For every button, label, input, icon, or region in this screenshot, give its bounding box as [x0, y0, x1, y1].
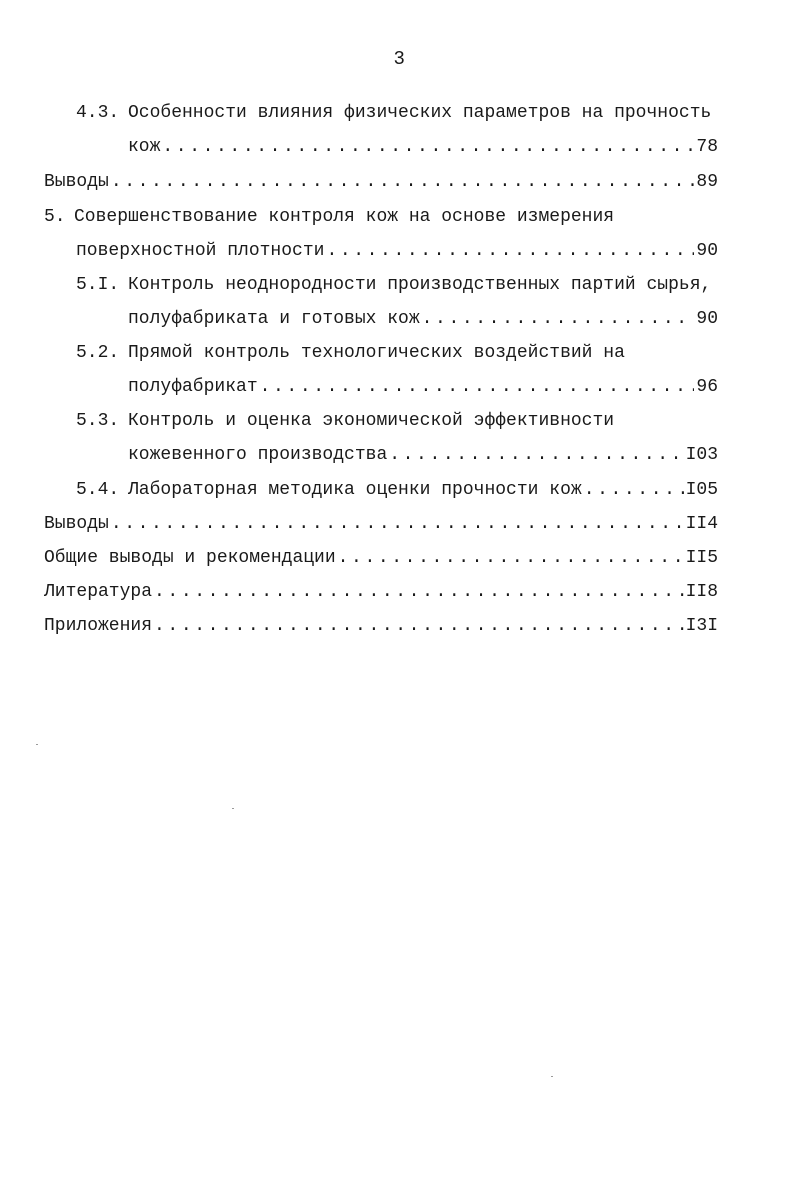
- toc-entry-title: Приложения: [44, 616, 153, 636]
- toc-entry-conclusions-4: [44, 165, 718, 199]
- toc-entry-number: 5.2.: [76, 343, 120, 363]
- toc-entry-number: 5.4.: [76, 480, 120, 500]
- toc-entry-title: Контроль и оценка экономической эффективности: [128, 411, 615, 431]
- dot-leader: [111, 165, 695, 199]
- toc-entry-number: 5.: [44, 207, 66, 227]
- toc-entry-5-1: [76, 268, 718, 302]
- toc-entry-appendices: [44, 609, 718, 643]
- toc-entry-page: II4: [685, 514, 718, 534]
- dot-leader: [260, 370, 695, 404]
- dot-leader: [154, 609, 684, 643]
- toc-entry-page: 96: [696, 377, 718, 397]
- dot-leader: [389, 438, 683, 472]
- toc-entry-title: Совершенствование контроля кож на основе измерения: [74, 207, 615, 227]
- dot-leader: [326, 234, 694, 268]
- toc-entry-4-3-continuation: [128, 130, 718, 164]
- dot-leader: [154, 575, 684, 609]
- toc-entry-page: I05: [685, 480, 718, 500]
- page-number: 3: [393, 48, 406, 70]
- toc-entry-page: 90: [696, 241, 718, 261]
- scan-speck: [551, 1076, 553, 1077]
- dot-leader: [111, 507, 684, 541]
- toc-entry-title: Общие выводы и рекомендации: [44, 548, 336, 568]
- toc-entry-number: 4.3.: [76, 103, 120, 123]
- dot-leader: [584, 473, 684, 507]
- toc-entry-5-2-continuation: [128, 370, 718, 404]
- scan-speck: [36, 744, 38, 745]
- toc-entry-page: 90: [696, 309, 718, 329]
- toc-entry-4-3: [76, 96, 716, 130]
- scan-speck: [232, 808, 234, 809]
- toc-entry-5-1-continuation: [128, 302, 718, 336]
- toc-entry-title: кож: [128, 137, 161, 157]
- toc-entry-number: 5.I.: [76, 275, 120, 295]
- toc-entry-5: [44, 200, 718, 234]
- toc-entry-title: Особенности влияния физических параметров на прочность: [128, 103, 712, 123]
- toc-entry-5-3: [76, 404, 718, 438]
- toc-entry-page: II8: [685, 582, 718, 602]
- dot-leader: [338, 541, 684, 575]
- dot-leader: [422, 302, 695, 336]
- toc-entry-page: 78: [696, 137, 718, 157]
- toc-entry-number: 5.3.: [76, 411, 120, 431]
- toc-entry-5-2: [76, 336, 718, 370]
- toc-entry-5-3-continuation: [128, 438, 718, 472]
- toc-entry-title: Литература: [44, 582, 153, 602]
- toc-entry-title: Выводы: [44, 514, 109, 534]
- toc-entry-title: полуфабрикат: [128, 377, 258, 397]
- toc-entry-5-4: [76, 473, 718, 507]
- dot-leader: [162, 130, 694, 164]
- toc-entry-page: I03: [685, 445, 718, 465]
- toc-entry-title: Выводы: [44, 172, 109, 192]
- toc-entry-page: I3I: [685, 616, 718, 636]
- toc-entry-title: кожевенного производства: [128, 445, 388, 465]
- toc-entry-5-continuation: [76, 234, 718, 268]
- toc-entry-page: II5: [685, 548, 718, 568]
- toc-entry-general-conclusions: [44, 541, 718, 575]
- toc-entry-title: Прямой контроль технологических воздействий на: [128, 343, 625, 363]
- toc-entry-references: [44, 575, 718, 609]
- toc-entry-title: Контроль неоднородности производственных партий сырья,: [128, 275, 712, 295]
- toc-entry-title: поверхностной плотности: [76, 241, 325, 261]
- toc-entry-title: полуфабриката и готовых кож: [128, 309, 420, 329]
- toc-entry-conclusions-5: [44, 507, 718, 541]
- toc-entry-page: 89: [696, 172, 718, 192]
- toc-entry-title: Лабораторная методика оценки прочности кож: [128, 480, 582, 500]
